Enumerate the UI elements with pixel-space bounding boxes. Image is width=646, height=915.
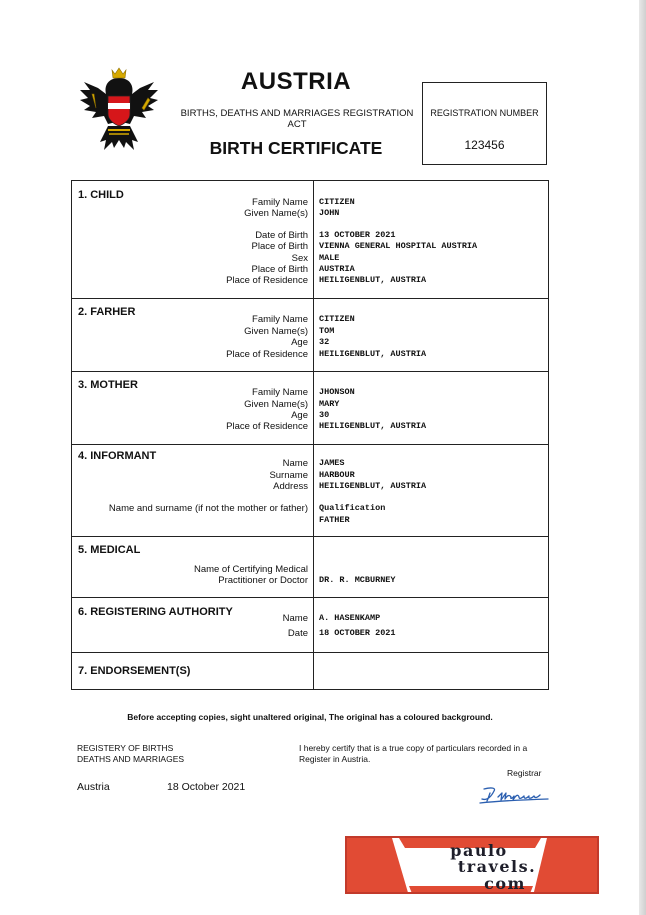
registry-line-1: REGISTERY OF BIRTHS xyxy=(77,743,174,753)
field-value: HEILIGENBLUT, AUSTRIA xyxy=(319,275,427,285)
certify-line-2: Register in Austria. xyxy=(299,754,371,764)
field-value: MALE xyxy=(319,253,340,263)
field-value: FATHER xyxy=(319,515,350,525)
row-divider xyxy=(72,536,548,537)
section-heading-child: 1. CHILD xyxy=(78,189,124,201)
column-divider xyxy=(313,181,314,689)
field-label: Family Name xyxy=(252,197,308,208)
field-value: CITIZEN xyxy=(319,197,355,207)
field-value: 32 xyxy=(319,337,330,347)
field-label: Family Name xyxy=(252,314,308,325)
issue-date: 18 October 2021 xyxy=(167,781,246,793)
field-value: JHONSON xyxy=(319,387,355,397)
field-label: Name xyxy=(282,458,308,469)
field-value: JOHN xyxy=(319,208,340,218)
field-label: Practitioner or Doctor xyxy=(218,575,308,586)
field-label: Date of Birth xyxy=(255,230,308,241)
field-value: 18 OCTOBER 2021 xyxy=(319,628,396,638)
registration-number-box xyxy=(422,82,547,165)
field-label: Place of Birth xyxy=(251,241,308,252)
field-label: Age xyxy=(291,337,308,348)
field-value: HEILIGENBLUT, AUSTRIA xyxy=(319,481,427,491)
field-value: 30 xyxy=(319,410,330,420)
section-heading-father: 2. FARHER xyxy=(78,306,136,318)
field-label: Sex xyxy=(291,253,308,264)
field-label: Address xyxy=(273,481,308,492)
field-label: Name xyxy=(282,613,308,624)
field-label: Given Name(s) xyxy=(244,399,308,410)
registry-line-2: DEATHS AND MARRIAGES xyxy=(77,754,185,764)
registration-number-label: REGISTRATION NUMBER xyxy=(430,108,539,118)
field-label: Age xyxy=(291,410,308,421)
field-value: HARBOUR xyxy=(319,470,355,480)
field-label: Surname xyxy=(269,470,308,481)
austrian-coat-of-arms xyxy=(78,64,160,156)
issue-place: Austria xyxy=(77,781,110,793)
field-label: Place of Birth xyxy=(251,264,308,275)
field-value: 13 OCTOBER 2021 xyxy=(319,230,396,240)
section-heading-medical: 5. MEDICAL xyxy=(78,544,141,556)
row-divider xyxy=(72,371,548,372)
country-title: AUSTRIA xyxy=(240,68,352,95)
section-heading-endorsements: 7. ENDORSEMENT(S) xyxy=(78,665,191,677)
field-value: A. HASENKAMP xyxy=(319,613,381,623)
field-label: Given Name(s) xyxy=(244,208,308,219)
field-value: TOM xyxy=(319,326,335,336)
certificate-title: BIRTH CERTIFICATE xyxy=(209,138,383,158)
watermark-logo xyxy=(345,836,599,894)
field-label: Place of Residence xyxy=(226,349,308,360)
authenticity-notice: Before accepting copies, sight unaltered original, The original has a coloured background. xyxy=(127,712,493,722)
section-heading-mother: 3. MOTHER xyxy=(78,379,138,391)
section-heading-authority: 6. REGISTERING AUTHORITY xyxy=(78,606,233,618)
section-heading-informant: 4. INFORMANT xyxy=(78,450,157,462)
row-divider xyxy=(72,597,548,598)
field-label: Name and surname (if not the mother or father) xyxy=(108,503,308,514)
row-divider xyxy=(72,298,548,299)
field-label: Given Name(s) xyxy=(244,326,308,337)
field-value: DR. R. MCBURNEY xyxy=(319,575,396,585)
field-value: JAMES xyxy=(319,458,345,468)
field-value: HEILIGENBLUT, AUSTRIA xyxy=(319,421,427,431)
row-divider xyxy=(72,652,548,653)
field-label: Date xyxy=(287,628,308,639)
registrar-signature xyxy=(478,785,550,805)
certificate-table xyxy=(71,180,549,690)
field-value: VIENNA GENERAL HOSPITAL AUSTRIA xyxy=(319,241,478,251)
registrar-label: Registrar xyxy=(507,768,542,778)
watermark-line-2: travels. xyxy=(457,857,537,876)
field-label: Place of Residence xyxy=(226,275,308,286)
field-value: HEILIGENBLUT, AUSTRIA xyxy=(319,349,427,359)
field-label: Name of Certifying Medical xyxy=(193,564,308,575)
registration-number-value: 123456 xyxy=(464,138,505,152)
field-value: AUSTRIA xyxy=(319,264,355,274)
field-value: CITIZEN xyxy=(319,314,355,324)
row-divider xyxy=(72,444,548,445)
watermark-line-3: com xyxy=(484,874,526,893)
field-value: Qualification xyxy=(319,503,386,513)
certify-line-1: I hereby certify that is a true copy of particulars recorded in a xyxy=(299,743,528,753)
field-value: MARY xyxy=(319,399,340,409)
page-edge xyxy=(639,0,646,915)
field-label: Family Name xyxy=(252,387,308,398)
act-subtitle: BIRTHS, DEATHS AND MARRIAGES REGISTRATION ACT xyxy=(180,108,414,130)
field-label: Place of Residence xyxy=(226,421,308,432)
watermark-line-1: paulo xyxy=(450,841,508,860)
